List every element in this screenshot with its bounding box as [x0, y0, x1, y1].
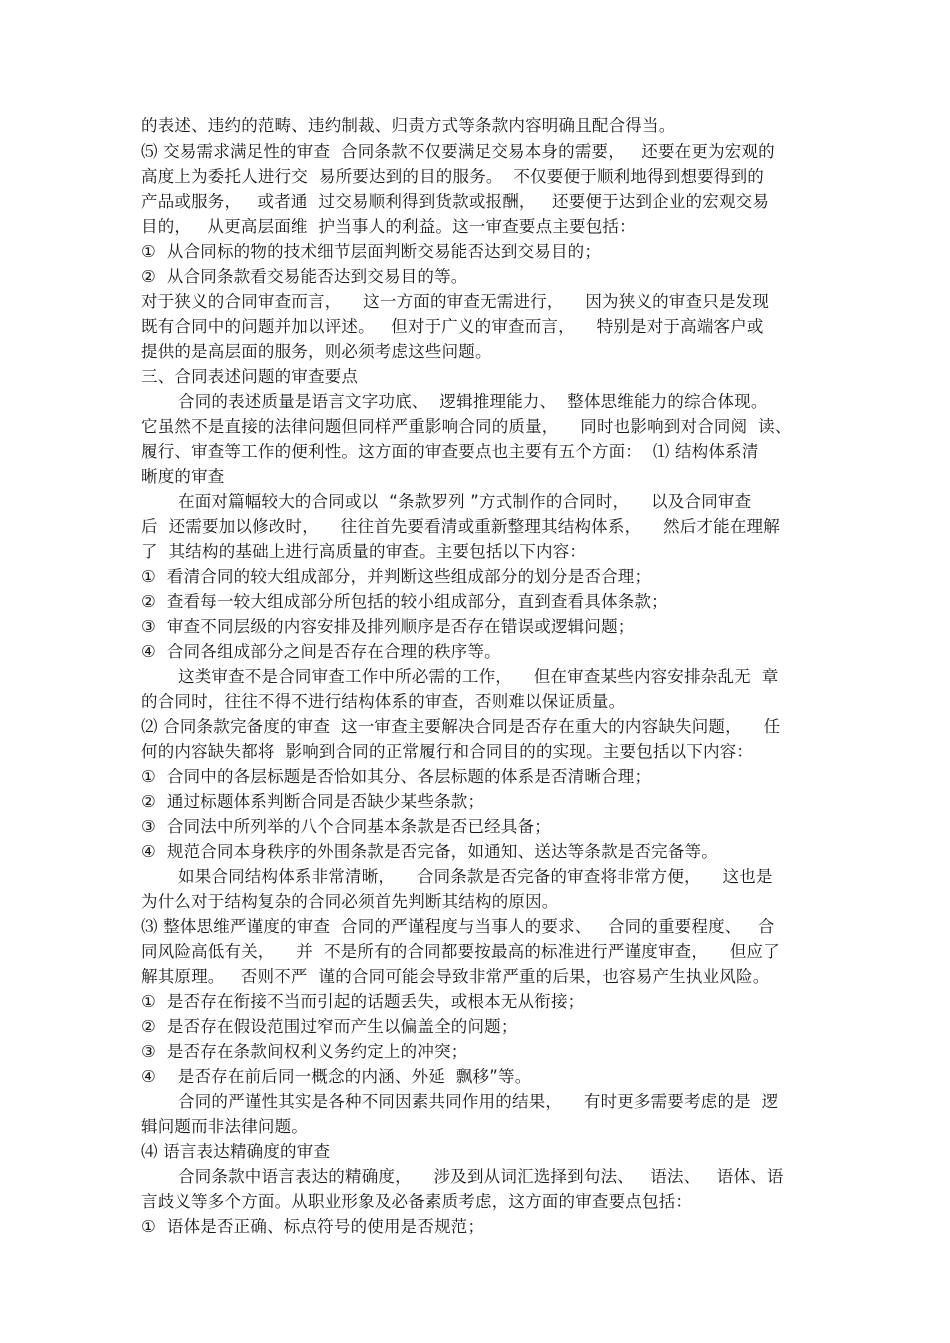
text-line: 产品或服务， 或者通 过交易顺利得到货款或报酬， 还要便于达到企业的宏观交易	[141, 192, 770, 211]
text-line: 既有合同中的问题并加以评述。 但对于广义的审查而言， 特别是对于高端客户或	[141, 317, 764, 336]
text-line: 这类审查不是合同审查工作中所必需的工作， 但在审查某些内容安排杂乱无 章	[178, 667, 779, 686]
list-item: ④ 规范合同本身秩序的外围条款是否完备，如通知、送达等条款是否完备等。	[141, 842, 718, 861]
list-item: ③ 是否存在条款间权利义务约定上的冲突；	[141, 1042, 468, 1061]
section-heading-5: ⑸ 交易需求满足性的审查 合同条款不仅要满足交易本身的需要， 还要在更为宏观的	[141, 142, 775, 161]
text-line: 合同的严谨性其实是各种不同因素共同作用的结果， 有时更多需要考虑的是 逻	[178, 1092, 779, 1111]
text-line: 后 还需要加以修改时， 往往首先要看清或重新整理其结构体系， 然后才能在理解	[141, 517, 780, 536]
text-line: 晰度的审查	[141, 467, 225, 486]
text-line: 合同的表述质量是语言文字功底、 逻辑推理能力、 整体思维能力的综合体现。	[178, 392, 768, 411]
section-heading-4: ⑷ 语言表达精确度的审查	[141, 1142, 331, 1161]
list-item: ③ 审查不同层级的内容安排及排列顺序是否存在错误或逻辑问题；	[141, 617, 635, 636]
text-line: 同风险高低有关， 并 不是所有的合同都要按最高的标准进行严谨度审查， 但应了	[141, 942, 780, 961]
list-item: ② 查看每一较大组成部分所包括的较小组成部分，直到查看具体条款；	[141, 592, 668, 611]
text-line: 的合同时，往往不得不进行结构体系的审查，否则难以保证质量。	[141, 692, 626, 711]
section-heading-3: 三、合同表述问题的审查要点	[141, 367, 359, 386]
section-heading-3b: ⑶ 整体思维严谨度的审查 合同的严谨程度与当事人的要求、 合同的重要程度、 合	[141, 917, 775, 936]
list-item: ① 是否存在衔接不当而引起的话题丢失，或根本无从衔接；	[141, 992, 585, 1011]
text-line: 为什么对于结构复杂的合同必须首先判断其结构的原因。	[141, 892, 559, 911]
list-item: ③ 合同法中所列举的八个合同基本条款是否已经具备；	[141, 817, 551, 836]
text-line: 的表述、违约的范畴、违约制裁、归责方式等条款内容明确且配合得当。	[141, 116, 676, 135]
list-item: ① 语体是否正确、标点符号的使用是否规范；	[141, 1217, 485, 1236]
list-item: ② 通过标题体系判断合同是否缺少某些条款；	[141, 792, 485, 811]
text-line: 对于狭义的合同审查而言， 这一方面的审查无需进行， 因为狭义的审查只是发现	[141, 292, 770, 311]
text-line: 何的内容缺失都将 影响到合同的正常履行和合同目的的实现。主要包括以下内容：	[141, 742, 754, 761]
text-line: 解其原理。 否则不严 谨的合同可能会导致非常严重的后果，也容易产生执业风险。	[141, 967, 770, 986]
list-item: ② 是否存在假设范围过窄而产生以偏盖全的问题；	[141, 1017, 518, 1036]
text-line: 辑问题而非法律问题。	[141, 1117, 308, 1136]
section-heading-2: ⑵ 合同条款完备度的审查 这一审查主要解决合同是否存在重大的内容缺失问题， 任	[141, 717, 781, 736]
list-item: ① 看清合同的较大组成部分，并判断这些组成部分的划分是否合理；	[141, 567, 652, 586]
text-line: 提供的是高层面的服务，则必须考虑这些问题。	[141, 342, 492, 361]
text-line: 言歧义等多个方面。从职业形象及必备素质考虑，这方面的审查要点包括：	[141, 1192, 693, 1211]
list-item: ④ 是否存在前后同一概念的内涵、外延 飘移”等。	[141, 1067, 532, 1086]
text-line: 履行、审查等工作的便利性。这方面的审查要点也主要有五个方面： ⑴ 结构体系清	[141, 442, 759, 461]
text-line: 高度上为委托人进行交 易所要达到的目的服务。 不仅要便于顺利地得到想要得到的	[141, 167, 764, 186]
text-line: 在面对篇幅较大的合同或以 “条款罗列 ”方式制作的合同时， 以及合同审查	[178, 492, 752, 511]
text-line: 合同条款中语言表达的精确度， 涉及到从词汇选择到句法、 语法、 语体、语	[178, 1167, 784, 1186]
text-line: 了 其结构的基础上进行高质量的审查。主要包括以下内容：	[141, 542, 587, 561]
text-line: 如果合同结构体系非常清晰， 合同条款是否完备的审查将非常方便， 这也是	[178, 867, 773, 886]
text-line: 目的， 从更高层面维 护当事人的利益。这一审查要点主要包括：	[141, 217, 636, 236]
list-item: ④ 合同各组成部分之间是否存在合理的秩序等。	[141, 642, 501, 661]
text-line: 它虽然不是直接的法律问题但同样严重影响合同的质量， 同时也影响到对合同阅 读、	[141, 417, 792, 436]
list-item: ① 从合同标的物的技术细节层面判断交易能否达到交易目的；	[141, 242, 602, 261]
list-item: ② 从合同条款看交易能否达到交易目的等。	[141, 267, 468, 286]
list-item: ① 合同中的各层标题是否恰如其分、各层标题的体系是否清晰合理；	[141, 767, 652, 786]
